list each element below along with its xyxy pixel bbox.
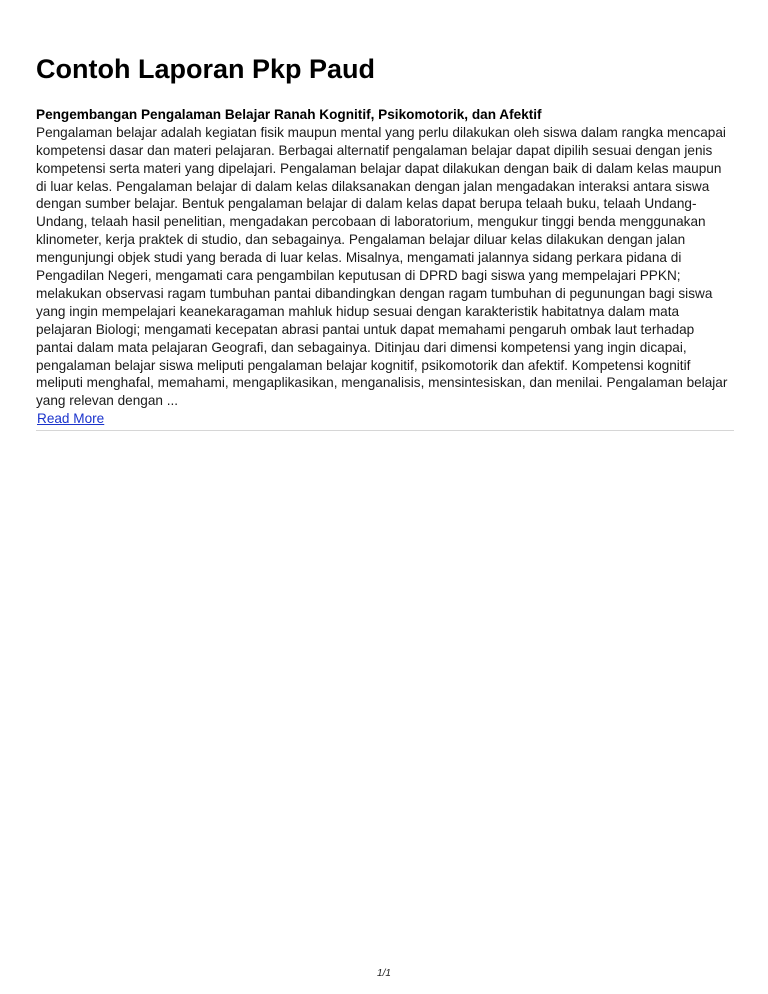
post-divider	[36, 430, 734, 431]
read-more-link[interactable]: Read More	[37, 411, 105, 427]
post-heading: Pengembangan Pengalaman Belajar Ranah Kognitif, Psikomotorik, dan Afektif	[36, 107, 542, 122]
document-title: Contoh Laporan Pkp Paud	[36, 54, 376, 84]
page-number: 1/1	[377, 968, 391, 979]
post-excerpt: Pengalaman belajar adalah kegiatan fisik maupun mental yang perlu dilakukan oleh siswa dalam rangka mencapai kompetensi dasar dan materi pelajaran. Berbagai alternatif pengalaman belajar dapat dipilih sesuai dengan jenis kompetensi serta materi yang dipelajari. Pengalaman belajar dapat dilakukan dengan baik di dalam kelas maupun di luar kelas. Pengalaman belajar di dalam kelas dilaksanakan dengan jalan mengadakan interaksi antara siswa dengan sumber belajar. Bentuk pengalaman belajar di dalam kelas dapat berupa telaah buku, telaah Undang-Undang, telaah hasil penelitian, mengadakan percobaan di laboratorium, mengukur tinggi benda menggunakan klinometer, kerja praktek di studio, dan sebagainya. Pengalaman belajar diluar kelas dilakukan dengan jalan mengunjungi objek studi yang berada di luar kelas. Misalnya, mengamati jalannya sidang perkara pidana di Pengadilan Negeri, mengamati cara pengambilan keputusan di DPRD bagi siswa yang mempelajari PPKN; melakukan observasi ragam tumbuhan pantai dibandingkan dengan ragam tumbuhan di pegunungan bagi siswa yang ingin mempelajari keanekaragaman mahluk hidup sesuai dengan karakteristik habitatnya dalam mata pelajaran Biologi; mengamati kecepatan abrasi pantai untuk dapat memahami pengaruh ombak laut terhadap pantai dalam mata pelajaran Geografi, dan sebagainya. Ditinjau dari dimensi kompetensi yang ingin dicapai, pengalaman belajar siswa meliputi pengalaman belajar kognitif, psikomotorik dan afektif. Kompetensi kognitif meliputi menghafal, memahami, mengaplikasikan, menganalisis, mensintesiskan, dan menilai. Pengalaman belajar yang relevan dengan ...	[36, 124, 728, 409]
post-entry	[36, 106, 734, 428]
